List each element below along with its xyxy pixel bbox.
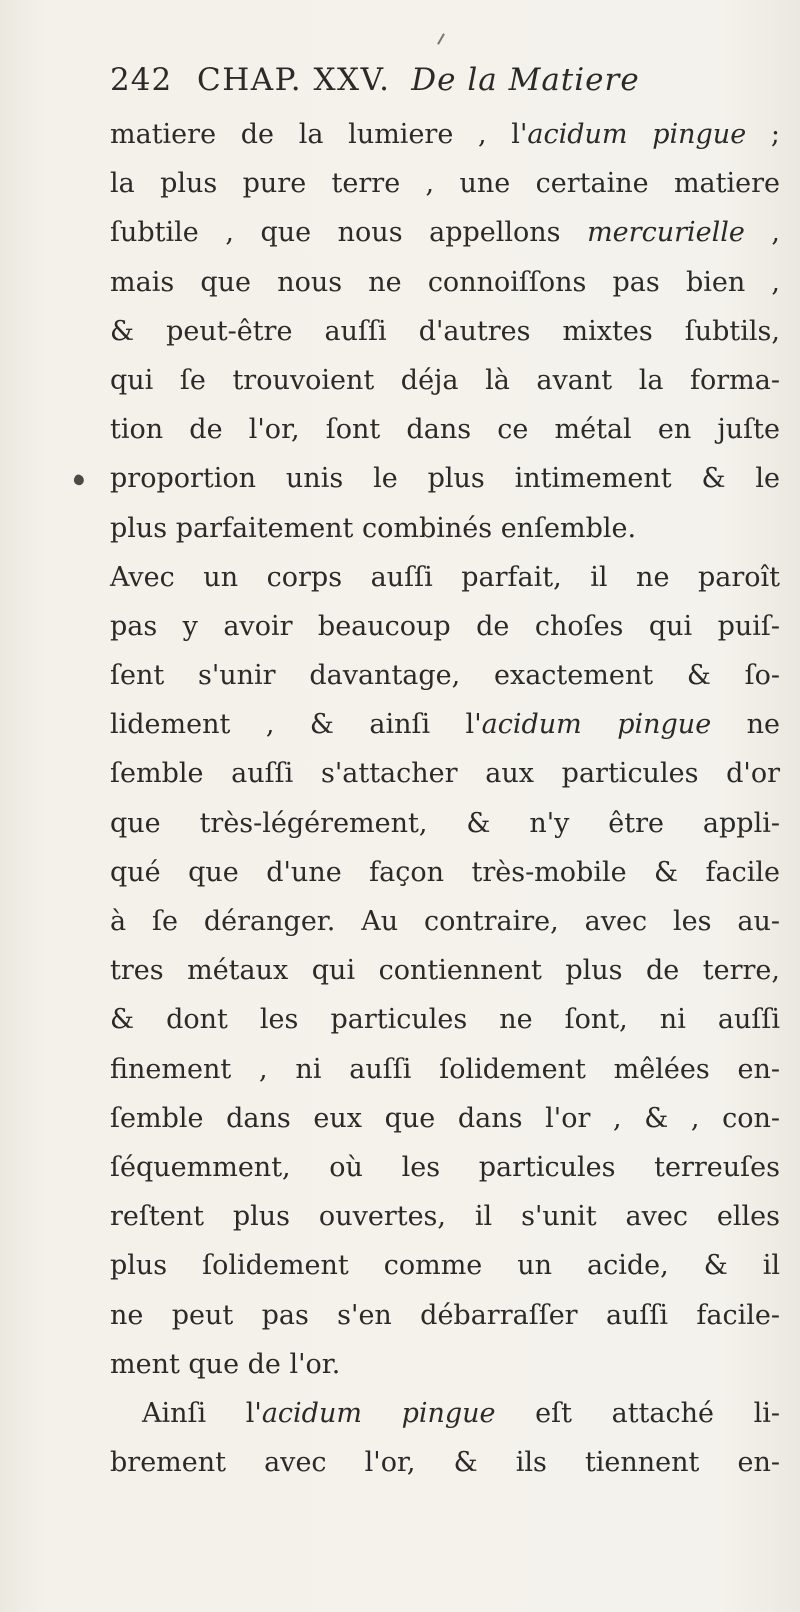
text-line: tion de l'or, ſont dans ce métal en juſte bbox=[110, 414, 780, 446]
text-line: & dont les particules ne ſont, ni auſſi bbox=[110, 1004, 780, 1036]
text-line: plus parfaitement combinés enſemble. bbox=[110, 512, 637, 544]
text-line: matiere de la lumiere , l'acidum pingue ; bbox=[110, 119, 780, 150]
text-line: à ſe déranger. Au contraire, avec les au- bbox=[110, 906, 780, 937]
text-line: plus ſolidement comme un acide, & il bbox=[110, 1250, 780, 1282]
text-line: ſent s'unir davantage, exactement & ſo- bbox=[110, 660, 780, 692]
text-line: ſemble auſſi s'attacher aux particules d'or bbox=[110, 758, 780, 790]
ink-speck bbox=[437, 33, 445, 44]
text-line: reſtent plus ouvertes, il s'unit avec elles bbox=[110, 1201, 780, 1233]
text-line: Avec un corps auſſi parfait, il ne paroît bbox=[110, 561, 780, 593]
chapter-title: De la Matiere bbox=[411, 62, 640, 98]
text-line: que très-légérement, & n'y être appli- bbox=[110, 807, 780, 839]
text-line: ne peut pas s'en débarraſſer auſſi facile- bbox=[110, 1299, 780, 1331]
text-line: brement avec l'or, & ils tiennent en- bbox=[110, 1447, 780, 1479]
text-line: ſéquemment, où les particules terreuſes bbox=[110, 1151, 780, 1183]
text-line: pas y avoir beaucoup de choſes qui puiſ- bbox=[110, 610, 780, 642]
running-head bbox=[110, 62, 640, 98]
text-line: tres métaux qui contiennent plus de terre, bbox=[110, 955, 780, 987]
body-text bbox=[110, 110, 780, 1487]
text-line: qui ſe trouvoient déja là avant la forma- bbox=[110, 364, 780, 396]
chapter-label: CHAP. XXV. bbox=[197, 62, 391, 98]
text-line: mais que nous ne connoiſſons pas bien , bbox=[110, 266, 780, 298]
text-line: finement , ni auſſi ſolidement mêlées en- bbox=[110, 1053, 780, 1085]
text-line: lidement , & ainſi l'acidum pingue ne bbox=[110, 709, 781, 741]
text-line: Ainſi l'acidum pingue eſt attaché li- bbox=[142, 1397, 780, 1429]
text-line: la plus pure terre , une certaine matiere bbox=[110, 168, 780, 200]
text-line: proportion unis le plus intimement & le bbox=[110, 463, 780, 495]
text-line: qué que d'une façon très-mobile & facile bbox=[110, 856, 780, 888]
text-line: & peut-être auſſi d'autres mixtes ſubtils, bbox=[110, 315, 780, 347]
text-line: ſemble dans eux que dans l'or , & , con- bbox=[110, 1102, 780, 1134]
text-line: ment que de l'or. bbox=[110, 1348, 341, 1380]
page-number: 242 bbox=[110, 62, 173, 98]
text-line: ſubtile , que nous appellons mercurielle , bbox=[110, 217, 780, 249]
ink-blot bbox=[72, 473, 85, 486]
